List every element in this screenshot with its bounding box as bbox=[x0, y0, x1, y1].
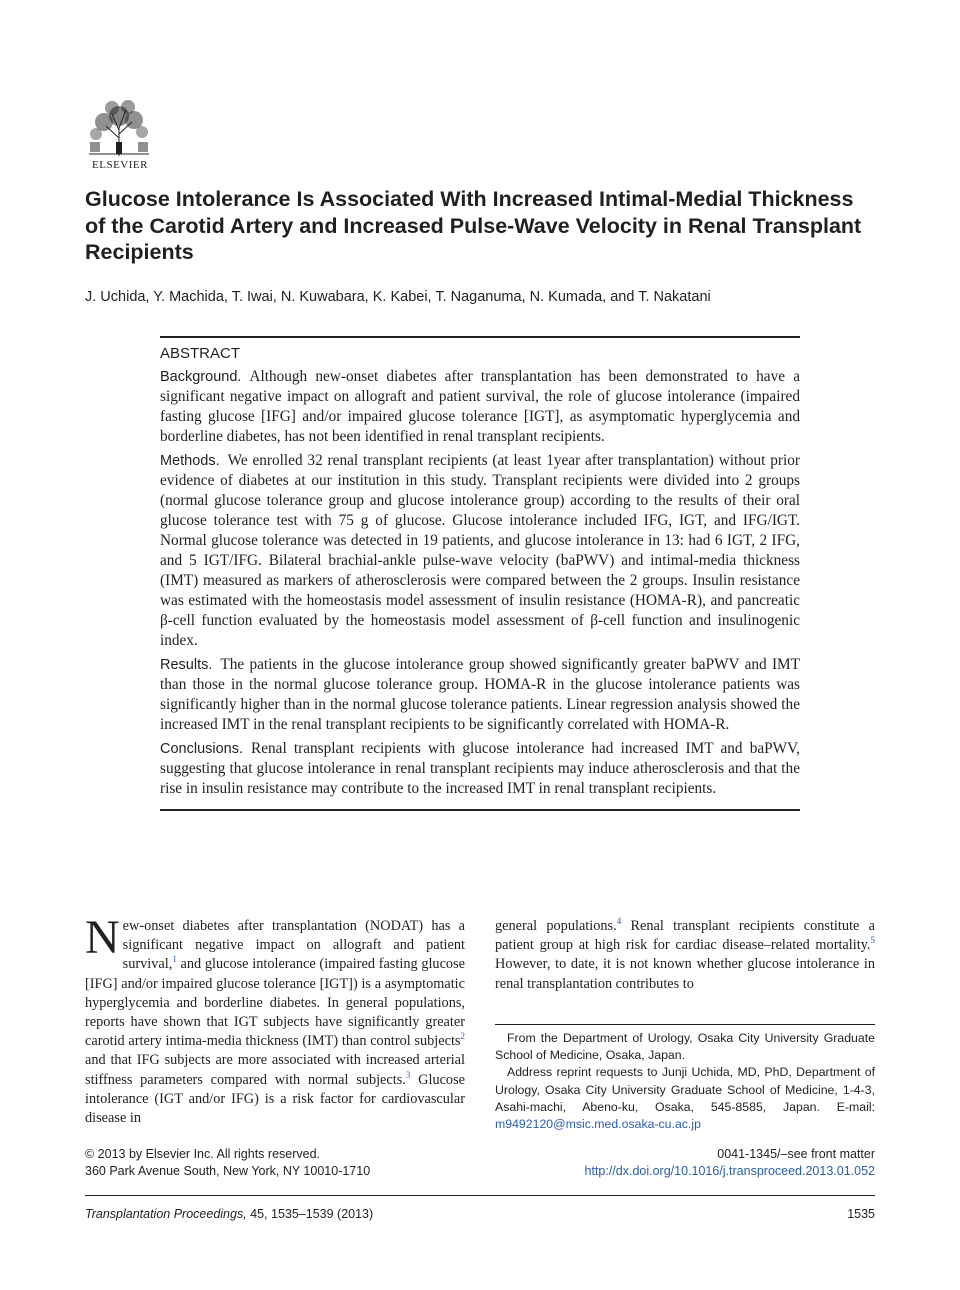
elsevier-logo bbox=[84, 98, 156, 174]
email-link[interactable]: m9492120@msic.med.osaka-cu.ac.jp bbox=[495, 1117, 701, 1132]
body-column-right bbox=[495, 917, 875, 994]
identifier-block bbox=[495, 1146, 875, 1180]
reference-link[interactable]: 1 bbox=[172, 954, 177, 965]
reference-link[interactable]: 2 bbox=[460, 1031, 465, 1042]
body-text: Glucose intolerance (IGT and/or IFG) is a risk factor for cardiovascular disease in bbox=[85, 1071, 465, 1127]
section-label: Methods. bbox=[160, 453, 220, 469]
section-text: We enrolled 32 renal transplant recipients (at least 1year after transplantation) without prior evidence of diabetes at our institution in this study. Transplant recipients were divided into 2 groups (normal glucose tolerance group and glucose intolerance group) according to the results of their oral glucose tolerance test with 75 g of glucose. Glucose intolerance included IFG, IGT, and IFG/IGT. Normal glucose tolerance was detected in 19 patients, and glucose intolerance in 13: had 6 IGT, 2 IFG, and 5 IGT/IFG. Bilateral brachial-ankle pulse-wave velocity (baPWV) and intimal-media thickness (IMT) measured as markers of atherosclerosis were compared between the 2 groups. Insulin resistance was estimated with the homeostasis model assessment of insulin resistance (HOMA-R), and pancreatic β-cell function evaluated by the homeostasis model assessment of β-cell function and insulinogenic index. bbox=[160, 452, 800, 649]
reference-link[interactable]: 5 bbox=[870, 935, 875, 946]
body-text: Renal transplant recipients constitute a patient group at high risk for cardiac disease–related mortality. bbox=[495, 918, 876, 954]
affiliation-from: From the Department of Urology, Osaka City University Graduate School of Medicine, Osaka, Japan. bbox=[495, 1031, 875, 1063]
reprint-request bbox=[495, 1064, 875, 1133]
reprint-text: Address reprint requests to Junji Uchida, MD, PhD, Department of Urology, Osaka City University Graduate School of Medicine, 1-4-3, Asahi-machi, Abeno-ku, Osaka, 545-8585, Japan. E-mail: bbox=[495, 1065, 875, 1114]
publisher-address: 360 Park Avenue South, New York, NY 10010-1710 bbox=[85, 1164, 371, 1178]
footer-divider bbox=[85, 1195, 875, 1196]
abstract-heading: ABSTRACT bbox=[160, 345, 241, 362]
elsevier-wordmark: ELSEVIER bbox=[92, 159, 148, 171]
abstract-results bbox=[160, 655, 800, 735]
author-list: J. Uchida, Y. Machida, T. Iwai, N. Kuwabara, K. Kabei, T. Naganuma, N. Kumada, and T. Nakatani bbox=[85, 289, 711, 305]
section-text: Renal transplant recipients with glucose intolerance had increased IMT and baPWV, suggesting that glucose intolerance in renal transplant recipients may induce atherosclerosis and that the rise in insulin resistance may contribute to the increased IMT in renal transplant recipients. bbox=[160, 740, 800, 797]
abstract-conclusions bbox=[160, 739, 800, 799]
journal-citation bbox=[85, 1206, 585, 1223]
copyright-block bbox=[85, 1146, 505, 1180]
page-number: 1535 bbox=[847, 1207, 875, 1221]
body-column-left bbox=[85, 911, 465, 1128]
elsevier-tree-icon bbox=[84, 98, 154, 158]
abstract-methods bbox=[160, 451, 800, 651]
body-text: However, to date, it is not known whether glucose intolerance in renal transplantation contributes to bbox=[495, 956, 875, 992]
body-text: ew-onset diabetes after transplantation (NODAT) has a significant negative impact on allograft and patient survival, bbox=[122, 918, 465, 973]
reference-link[interactable]: 4 bbox=[616, 916, 622, 927]
reference-link[interactable]: 3 bbox=[405, 1069, 411, 1080]
body-text: and glucose intolerance (impaired fasting glucose [IFG] and/or impaired glucose tolerance [IGT]) is a asymptomatic hyperglycemia and borderline diabetes. In general populations, reports have shown that IGT subjects have significantly greater carotid artery intima-media thickness (IMT) than control subjects bbox=[85, 956, 465, 1050]
doi-link[interactable]: http://dx.doi.org/10.1016/j.transproceed.2013.01.052 bbox=[584, 1164, 875, 1178]
article-title: Glucose Intolerance Is Associated With Increased Intimal-Medial Thickness of the Carotid Artery and Increased Pulse-Wave Velocity in Renal Transplant Recipients bbox=[85, 187, 862, 264]
affiliation-note bbox=[495, 1024, 875, 1133]
abstract-box bbox=[160, 336, 800, 811]
section-label: Background. bbox=[160, 369, 242, 385]
journal-volume: 45, 1535–1539 (2013) bbox=[246, 1207, 374, 1221]
body-text: general populations. bbox=[495, 918, 617, 934]
drop-cap: N bbox=[85, 911, 120, 964]
section-label: Conclusions. bbox=[160, 741, 244, 757]
copyright-line: © 2013 by Elsevier Inc. All rights reserved. bbox=[85, 1147, 321, 1161]
section-label: Results. bbox=[160, 657, 213, 673]
journal-name: Transplantation Proceedings, bbox=[85, 1207, 247, 1221]
section-text: The patients in the glucose intolerance group showed significantly greater baPWV and IMT than those in the normal glucose tolerance group. HOMA-R in the glucose intolerance patients was significantly higher than in the normal glucose tolerance patients. Linear regression analysis showed the increased IMT in the renal transplant recipients to be significantly correlated with HOMA-R. bbox=[160, 656, 800, 733]
section-text: Although new-onset diabetes after transplantation has been demonstrated to have a significant negative impact on allograft and patient survival, the role of glucose intolerance (impaired fasting glucose [IFG] and/or impaired glucose tolerance [IGT], as asymptomatic hyperglycemia and borderline diabetes, has not been identified in renal transplant recipients. bbox=[160, 368, 800, 445]
issn-line: 0041-1345/–see front matter bbox=[717, 1147, 875, 1161]
abstract-background bbox=[160, 367, 800, 447]
body-text: and that IFG subjects are more associated with increased arterial stiffness parameters compared with normal subjects. bbox=[85, 1052, 465, 1088]
